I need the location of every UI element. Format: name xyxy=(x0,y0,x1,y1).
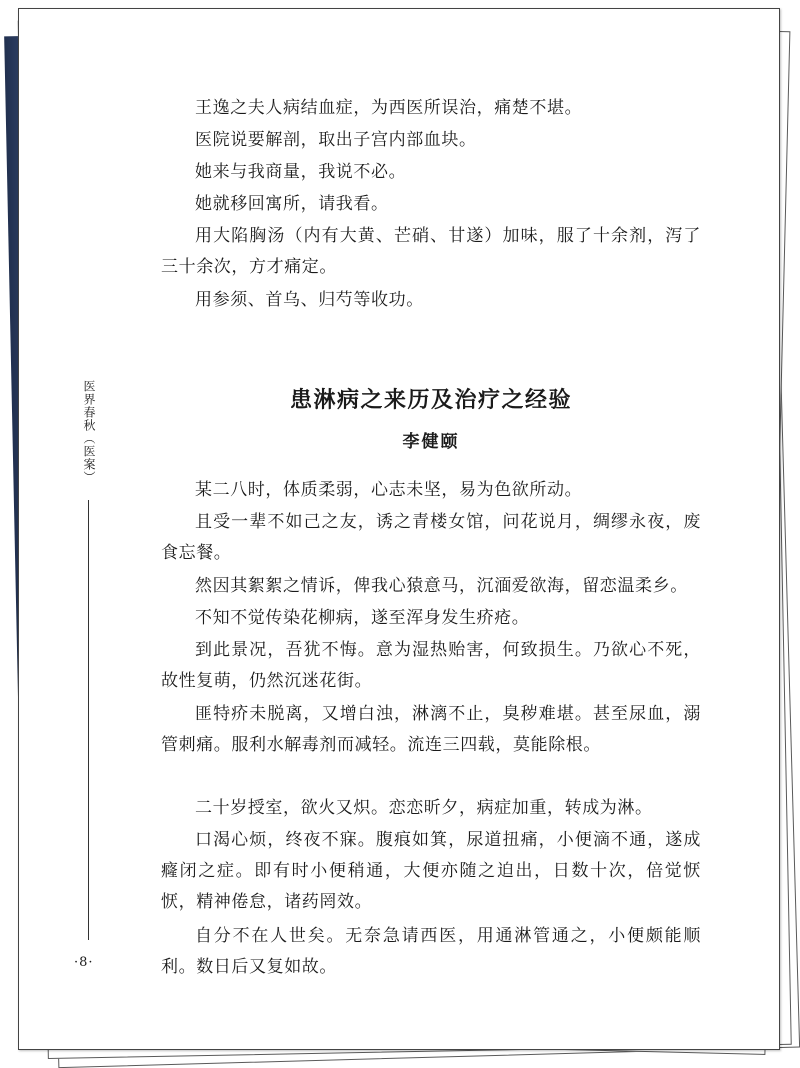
paragraph: 王逸之夫人病结血症，为西医所误治，痛楚不堪。 xyxy=(195,98,583,118)
paragraph: 且受一辈不如己之友，诱之青楼女馆，问花说月，绸缪永夜，废食忘餐。 xyxy=(161,512,701,563)
paragraph: 她就移回寓所，请我看。 xyxy=(195,194,389,214)
paragraph: 用大陷胸汤（内有大黄、芒硝、甘遂）加味，服了十余剂，泻了三十余次，方才痛定。 xyxy=(161,226,701,277)
paragraph: 她来与我商量，我说不必。 xyxy=(195,162,407,182)
paragraph: 医院说要解剖，取出子宫内部血块。 xyxy=(195,130,477,150)
paragraph: 口渴心烦，终夜不寐。腹痕如箕，尿道扭痛，小便滴不通，遂成癃闭之症。即有时小便稍通，大便亦随之迫出，日数十次，倍觉恹恹，精神倦怠，诸药罔效。 xyxy=(161,830,701,912)
paragraph: 某二八时，体质柔弱，心志未坚，易为色欲所动。 xyxy=(195,480,583,500)
article-title: 患淋病之来历及治疗之经验 xyxy=(289,387,572,413)
book-page xyxy=(18,8,780,1050)
article-author: 李健颐 xyxy=(402,432,460,452)
paragraph: 然因其絮絮之情诉，俾我心猿意马，沉湎爱欲海，留恋温柔乡。 xyxy=(195,576,688,596)
page-number: ·8· xyxy=(74,955,94,970)
paragraph: 自分不在人世矣。无奈急请西医，用通淋管通之，小便颇能顺利。数日后又复如故。 xyxy=(161,926,701,977)
paragraph: 用参须、首乌、归芍等收功。 xyxy=(195,290,424,310)
paragraph: 不知不觉传染花柳病，遂至浑身发生疥疮。 xyxy=(195,608,530,628)
running-head: 医界春秋（医案） xyxy=(82,380,96,484)
paragraph: 匪特疥未脱离，又增白浊，淋漓不止，臭秽难堪。甚至尿血，溺管刺痛。服利水解毒剂而减轻。流连三四载，莫能除根。 xyxy=(161,704,701,755)
paragraph: 二十岁授室，欲火又炽。恋恋昕夕，病症加重，转成为淋。 xyxy=(195,798,653,818)
side-rule xyxy=(88,500,89,940)
paragraph: 到此景况，吾犹不悔。意为湿热贻害，何致损生。乃欲心不死，故性复萌，仍然沉迷花街。 xyxy=(161,640,701,691)
